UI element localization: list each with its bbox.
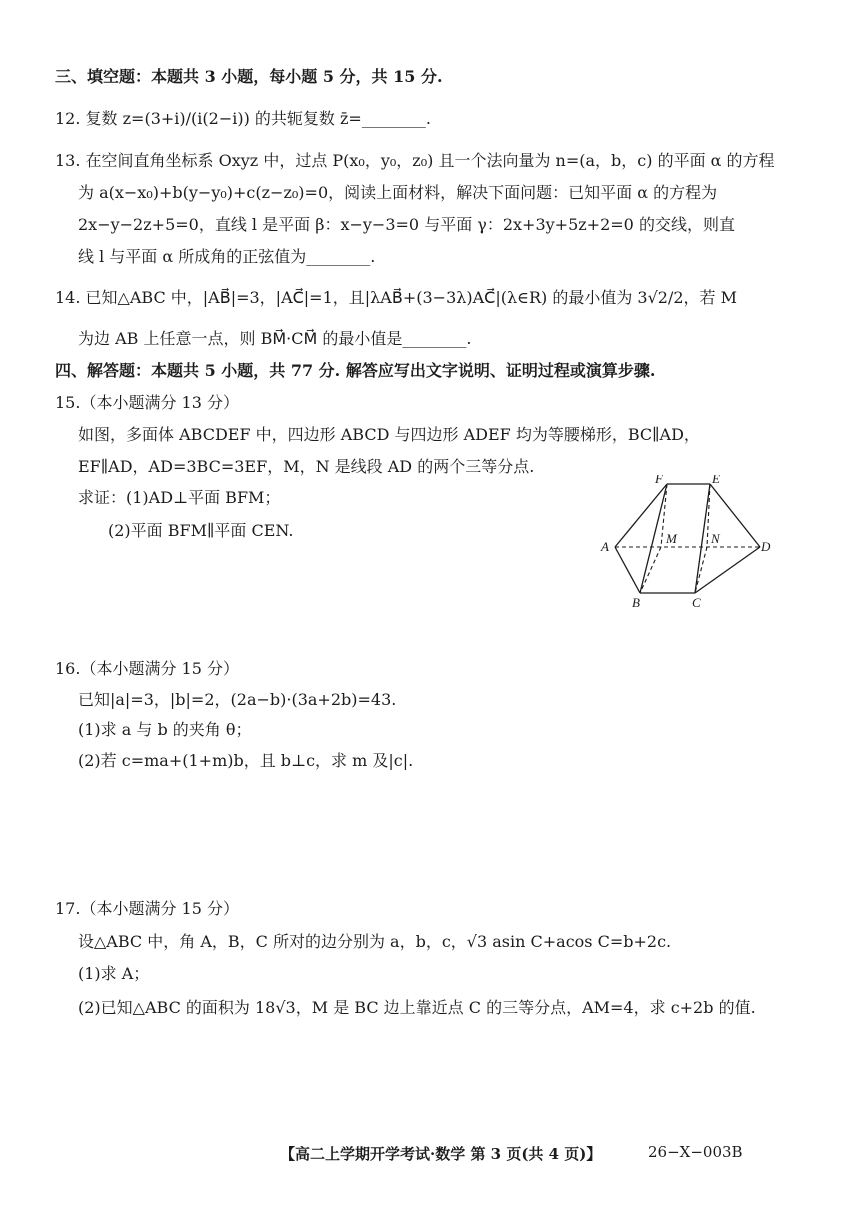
question-13-line-1: 13. 在空间直角坐标系 Oxyz 中，过点 P(x₀，y₀，z₀) 且一个法向量为 n=(a，b，c) 的平面 α 的方程 [55,151,775,170]
question-13-line-3: 2x−y−2z+5=0，直线 l 是平面 β：x−y−3=0 与平面 γ：2x+3y+5z+2=0 的交线，则直 [78,215,735,234]
question-15-header: 15.（本小题满分 13 分） [55,393,239,412]
polyhedron-figure [595,475,775,610]
question-15-line-1: 如图，多面体 ABCDEF 中，四边形 ABCD 与四边形 ADEF 均为等腰梯形，BC∥AD， [78,425,700,444]
footer-exam-title: 【高二上学期开学考试·数学 第 3 页(共 4 页)】 [280,1145,602,1163]
question-17-part-1: (1)求 A； [78,964,150,983]
question-13-line-4: 线 l 与平面 α 所成角的正弦值为________. [78,247,376,266]
question-12: 12. 复数 z=(3+i)/(i(2−i)) 的共轭复数 z̄=________. [55,109,431,128]
question-16-header: 16.（本小题满分 15 分） [55,659,239,678]
question-14-line-2: 为边 AB 上任意一点，则 BM⃗·CM⃗ 的最小值是________. [78,329,472,348]
question-16-line-1: 已知|a|=3，|b|=2，(2a−b)·(3a+2b)=43. [78,690,397,709]
label-b: B [632,595,640,610]
footer-code: 26−X−003B [648,1143,743,1161]
question-14-line-1: 14. 已知△ABC 中，|AB⃗|=3，|AC⃗|=1，且|λAB⃗+(3−3λ)AC⃗|(λ∈R) 的最小值为 3√2/2，若 M [55,288,738,307]
edge-mb-dashed [640,547,661,593]
question-15-part-2: (2)平面 BFM∥平面 CEN. [108,521,294,540]
label-f: F [655,475,663,486]
question-17-line-1: 设△ABC 中，角 A，B，C 所对的边分别为 a，b，c，√3 asin C+acos C=b+2c. [78,932,672,951]
label-e: E [712,475,720,486]
question-15-part-1: 求证：(1)AD⊥平面 BFM； [78,488,281,507]
question-17-part-2: (2)已知△ABC 的面积为 18√3，M 是 BC 边上靠近点 C 的三等分点，AM=4，求 c+2b 的值. [78,998,756,1017]
label-c: C [692,595,701,610]
edge-ec [695,484,710,593]
question-17-header: 17.（本小题满分 15 分） [55,899,239,918]
section-answer-heading: 四、解答题：本题共 5 小题，共 77 分. 解答应写出文字说明、证明过程或演算步骤. [55,361,656,380]
question-16-part-2: (2)若 c=ma+(1+m)b，且 b⊥c，求 m 及|c|. [78,751,414,770]
edge-ab [615,547,640,593]
label-m: M [666,531,677,546]
label-n: N [711,531,720,546]
question-16-part-1: (1)求 a 与 b 的夹角 θ； [78,720,252,739]
label-a: A [601,539,609,554]
question-13-line-2: 为 a(x−x₀)+b(y−y₀)+c(z−z₀)=0，阅读上面材料，解决下面问题：已知平面 α 的方程为 [78,183,718,202]
section-fill-in-heading: 三、填空题：本题共 3 小题，每小题 5 分，共 15 分. [55,67,443,86]
question-15-line-2: EF∥AD，AD=3BC=3EF，M，N 是线段 AD 的两个三等分点. [78,457,535,476]
label-d: D [761,539,771,554]
